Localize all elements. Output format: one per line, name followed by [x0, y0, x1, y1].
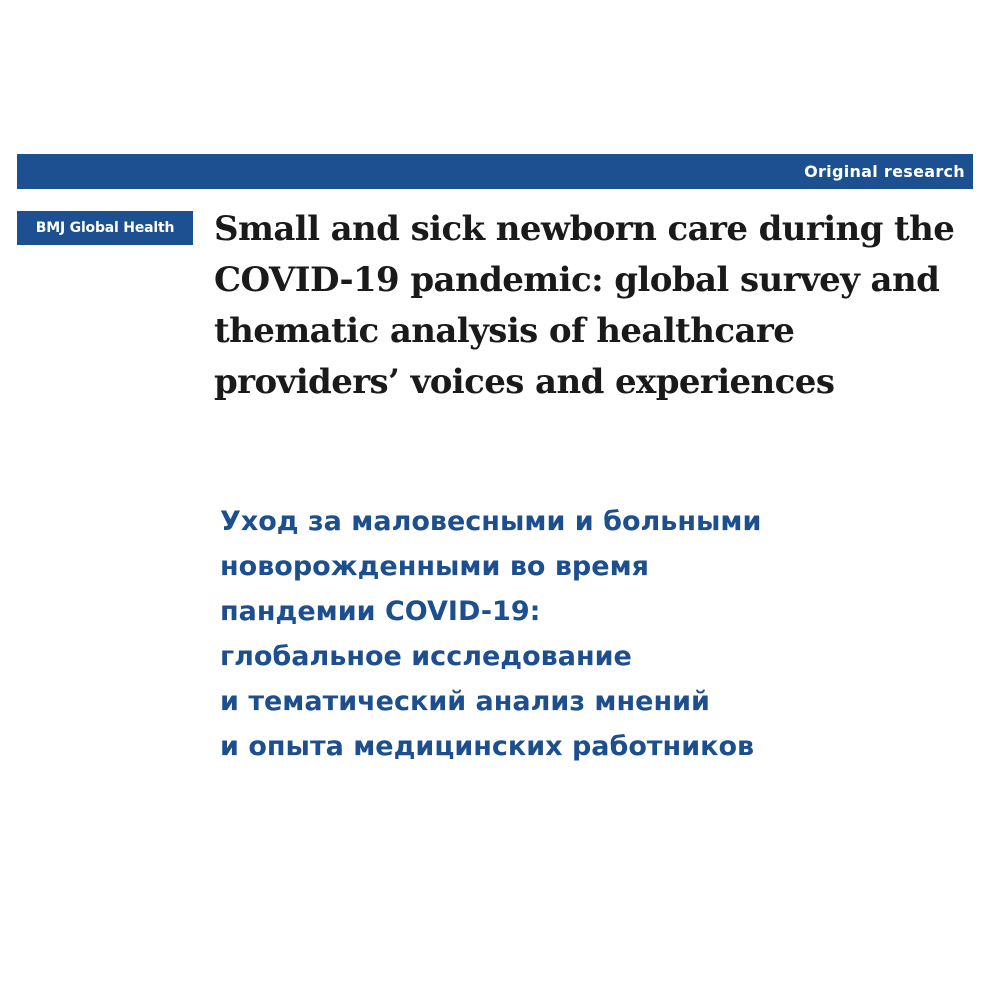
section-header-bar — [17, 154, 973, 189]
article-title-english: Small and sick newborn care during the COVID-19 pandemic: global survey and thematic analysis of healthcare providers’ voices and experiences — [214, 209, 955, 402]
journal-badge: BMJ Global Health — [17, 211, 193, 245]
article-title-russian: Уход за маловесными и больными новорожденными во время пандемии COVID-19: глобальное исследование и тематический анализ мнений и опыта медицинских работников — [220, 506, 762, 762]
section-label: Original research — [804, 162, 965, 181]
